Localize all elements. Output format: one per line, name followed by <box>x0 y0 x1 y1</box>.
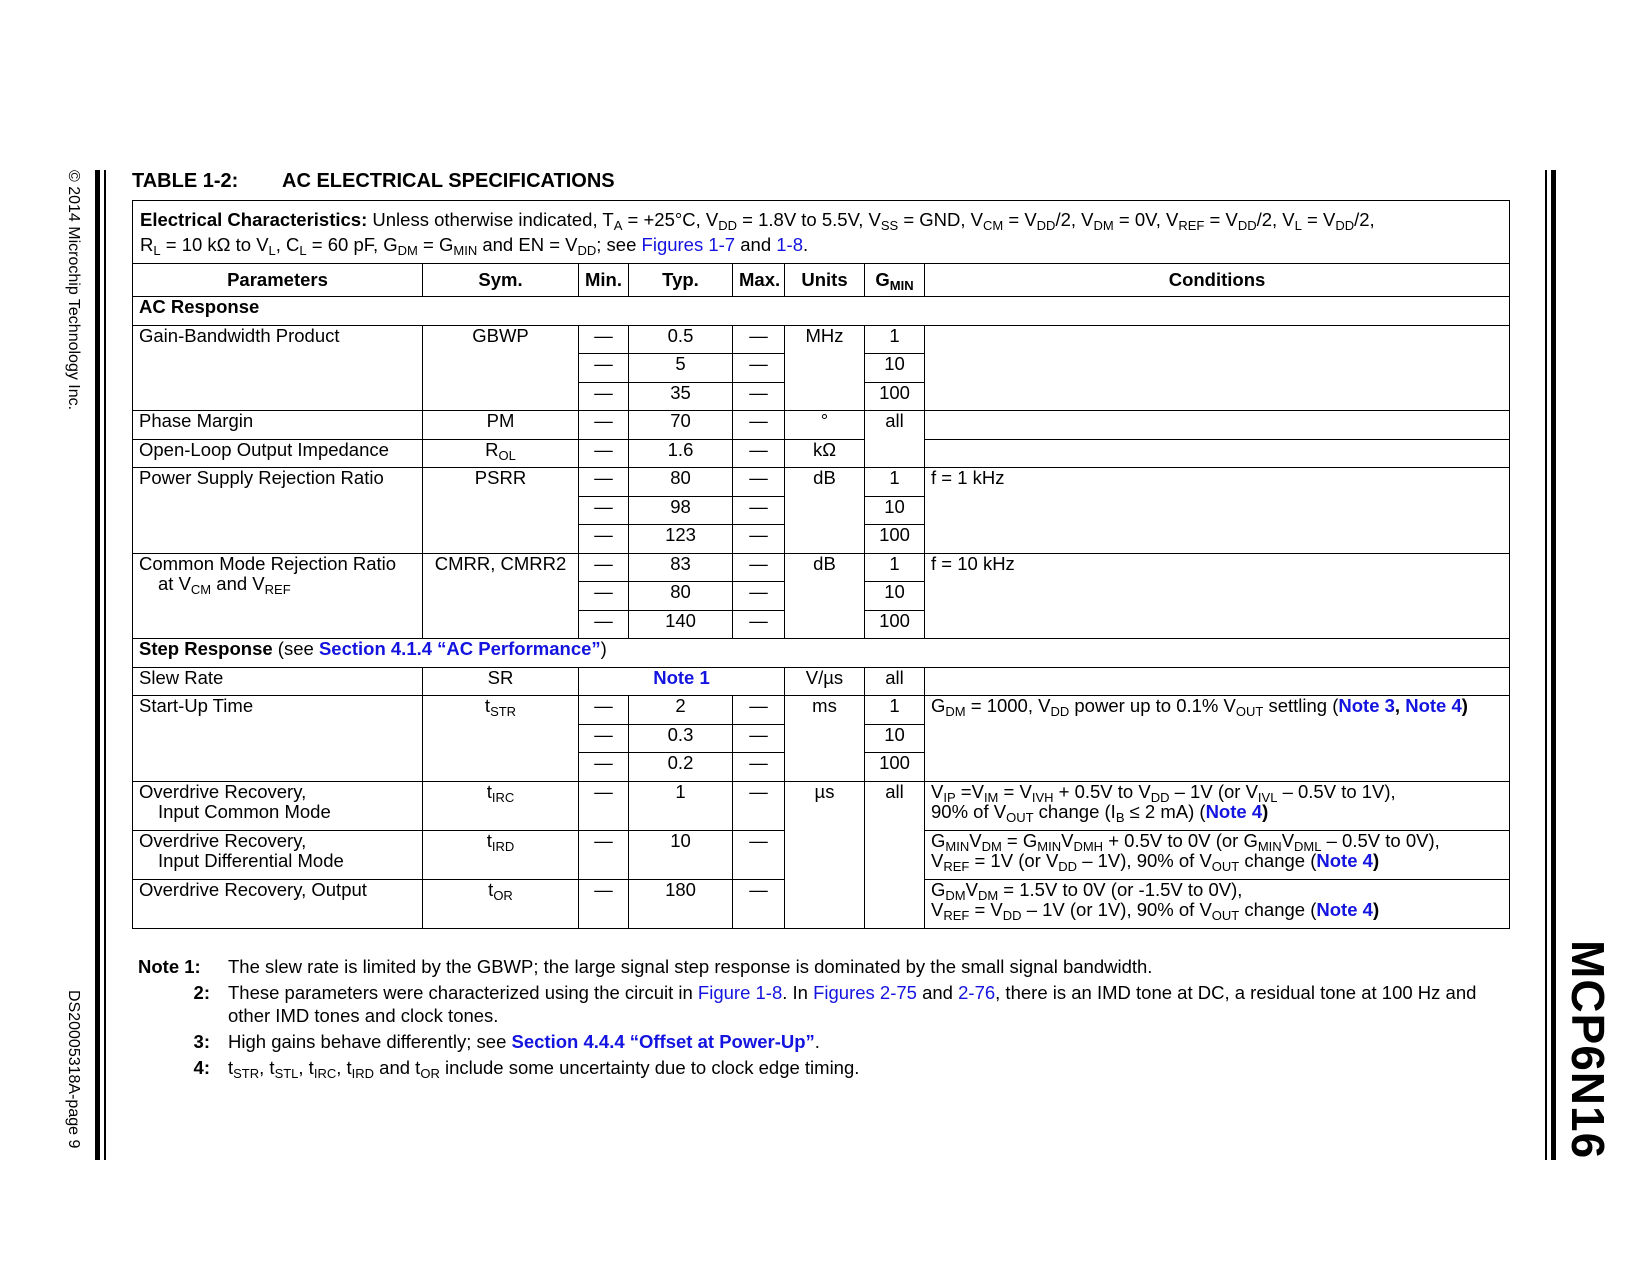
note-4: 4: $t_{STR}$, $t_{STL}$, $t_{IRC}$, $t_{IRD}$ and $t_{OR}$ include some uncertainty due to clock edge timing. <box>193 1057 860 1081</box>
left-rule-thick <box>95 170 100 1160</box>
header-typ: Typ. <box>629 264 733 297</box>
figures-2-75-link[interactable]: Figures 2-75 <box>813 982 917 1003</box>
note-1-link[interactable]: Note 1 <box>653 666 710 688</box>
header-row <box>133 264 1510 297</box>
copyright-text: © 2014 Microchip Technology Inc. <box>65 170 82 411</box>
table-row: — 80 — 10 <box>133 582 1510 611</box>
header-max: Max. <box>733 264 785 297</box>
electrical-characteristics: Electrical Characteristics: Unless otherwise indicated, $T_A = +25^\circ C$, $V_{DD} = 1.8V$ to 5.5V, $V_{SS}$ = GND, $V_{CM} = V_{DD}/2$, $V_{DM} = 0V$, $V_{REF} = V_{DD}/2$, $V_L = V_{DD}/2$, $R_L = 10$ kΩ to $V_L$, $C_L = 60$ pF, $G_{DM} = G_{MIN}$ and EN = $V_{DD}$; see Figures 1-7 and 1-8. <box>133 201 1510 264</box>
right-rule-thick <box>1551 170 1556 1160</box>
note-4-link[interactable]: Note 4 <box>1205 800 1263 822</box>
ec-row <box>133 201 1510 264</box>
table-row: Common Mode Rejection Ratio at $V_{CM}$ and $V_{REF}$ CMRR, CMRR2 — 83 — dB 1 f = 10 kHz <box>133 553 1510 582</box>
note-4-link[interactable]: Note 4 <box>1316 898 1373 920</box>
figure-2-76-link[interactable]: 2-76 <box>958 982 996 1003</box>
header-conditions: Conditions <box>925 264 1510 297</box>
param-cell: Gain-Bandwidth Product <box>133 325 423 411</box>
figures-1-7-link[interactable]: Figures 1-7 <box>641 234 736 255</box>
table-title: AC ELECTRICAL SPECIFICATIONS <box>282 170 615 192</box>
header-sym: Sym. <box>423 264 579 297</box>
figure-1-8-link[interactable]: 1-8 <box>776 234 804 255</box>
table-row: — 0.2 — 100 <box>133 753 1510 782</box>
table-row: — 98 — 10 <box>133 496 1510 525</box>
table-row: Open-Loop Output Impedance $R_{OL}$ — 1.6 — kΩ <box>133 439 1510 468</box>
section-4-1-4-link[interactable]: Section 4.1.4 “AC Performance” <box>318 638 601 659</box>
doc-id-text: DS20005318A-page 9 <box>65 990 82 1149</box>
table-row: — 0.3 — 10 <box>133 724 1510 753</box>
header-min: Min. <box>579 264 629 297</box>
ac-spec-table <box>132 200 1510 929</box>
left-rule-thin <box>104 170 106 1160</box>
table-notes <box>138 955 1508 1082</box>
table-row: Overdrive Recovery, Input Differential Mode $t_{IRD}$ — 10 — $G_{MIN}V_{DM} = G_{MIN}V_{DMH} + 0.5V$ to 0V (or $G_{MIN}V_{DML} - 0.5V$ to 0V), $V_{REF} = 1V$ (or $V_{DD} - 1V$), 90% of $V_{OUT}$ change (Note 4) <box>133 830 1510 879</box>
note-4-link[interactable]: Note 4 <box>1405 695 1462 716</box>
note-3: 3: High gains behave differently; see Section 4.4.4 “Offset at Power-Up”. <box>193 1031 820 1052</box>
section-ac-response: AC Response <box>133 297 1510 326</box>
table-row: — 140 — 100 <box>133 610 1510 639</box>
table-number: TABLE 1-2: <box>132 170 239 192</box>
note-2: 2: These parameters were characterized using the circuit in Figure 1-8. In Figures 2-75 and 2-76, there is an IMD tone at DC, a residual tone at 100 Hz and other IMD tones and clock tones. <box>193 982 1477 1026</box>
table-row: Slew Rate SR Note 1 V/µs all <box>133 667 1510 696</box>
table-row: Phase Margin PM — 70 — ° all <box>133 411 1510 440</box>
header-parameters: Parameters <box>133 264 423 297</box>
right-rule-thin <box>1545 170 1547 1160</box>
table-row: Overdrive Recovery, Output $t_{OR}$ — 180 — $G_{DM}V_{DM} = 1.5V$ to 0V (or -1.5V to 0V), $V_{REF} = V_{DD} - 1V$ (or 1V), 90% of $V_{OUT}$ change (Note 4) <box>133 879 1510 928</box>
note-1: Note 1: The slew rate is limited by the GBWP; the large signal step response is dominated by the small signal bandwidth. <box>138 956 1153 977</box>
section-4-4-4-link[interactable]: Section 4.4.4 “Offset at Power-Up” <box>511 1031 815 1052</box>
table-row: Start-Up Time $t_{STR}$ — 2 — ms 1 $G_{DM} = 1000$, $V_{DD}$ power up to 0.1% $V_{OUT}$ settling (Note 3, Note 4) <box>133 696 1510 725</box>
figure-1-8-link[interactable]: Figure 1-8 <box>697 982 783 1003</box>
section-row <box>133 297 1510 326</box>
table-row: — 123 — 100 <box>133 525 1510 554</box>
table-row: Overdrive Recovery, Input Common Mode $t_{IRC}$ — 1 — µs all $V_{IP} =V_{IM} = V_{IVH} + 0.5V$ to $V_{DD} - 1V$ (or $V_{IVL} - 0.5V$ to 1V), 90% of $V_{OUT}$ change ($I_B \le 2$ mA) (Note 4) <box>133 781 1510 830</box>
note-3-link[interactable]: Note 3 <box>1338 695 1395 716</box>
table-row: Power Supply Rejection Ratio PSRR — 80 — dB 1 f = 1 kHz <box>133 468 1510 497</box>
table-row: — 5 — 10 <box>133 354 1510 383</box>
note-4-link[interactable]: Note 4 <box>1316 849 1373 871</box>
table-caption <box>132 170 615 193</box>
header-gmin: $G_{MIN}$ <box>865 264 925 297</box>
sym-cell: GBWP <box>423 325 579 411</box>
header-units: Units <box>785 264 865 297</box>
table-row: Gain-Bandwidth Product GBWP — 0.5 — MHz 1 <box>133 325 1510 354</box>
section-row <box>133 639 1510 668</box>
table-row: — 35 — 100 <box>133 382 1510 411</box>
product-name: MCP6N16 <box>1562 940 1614 1160</box>
section-step-response: Step Response (see Section 4.1.4 “AC Performance”) <box>133 639 1510 668</box>
